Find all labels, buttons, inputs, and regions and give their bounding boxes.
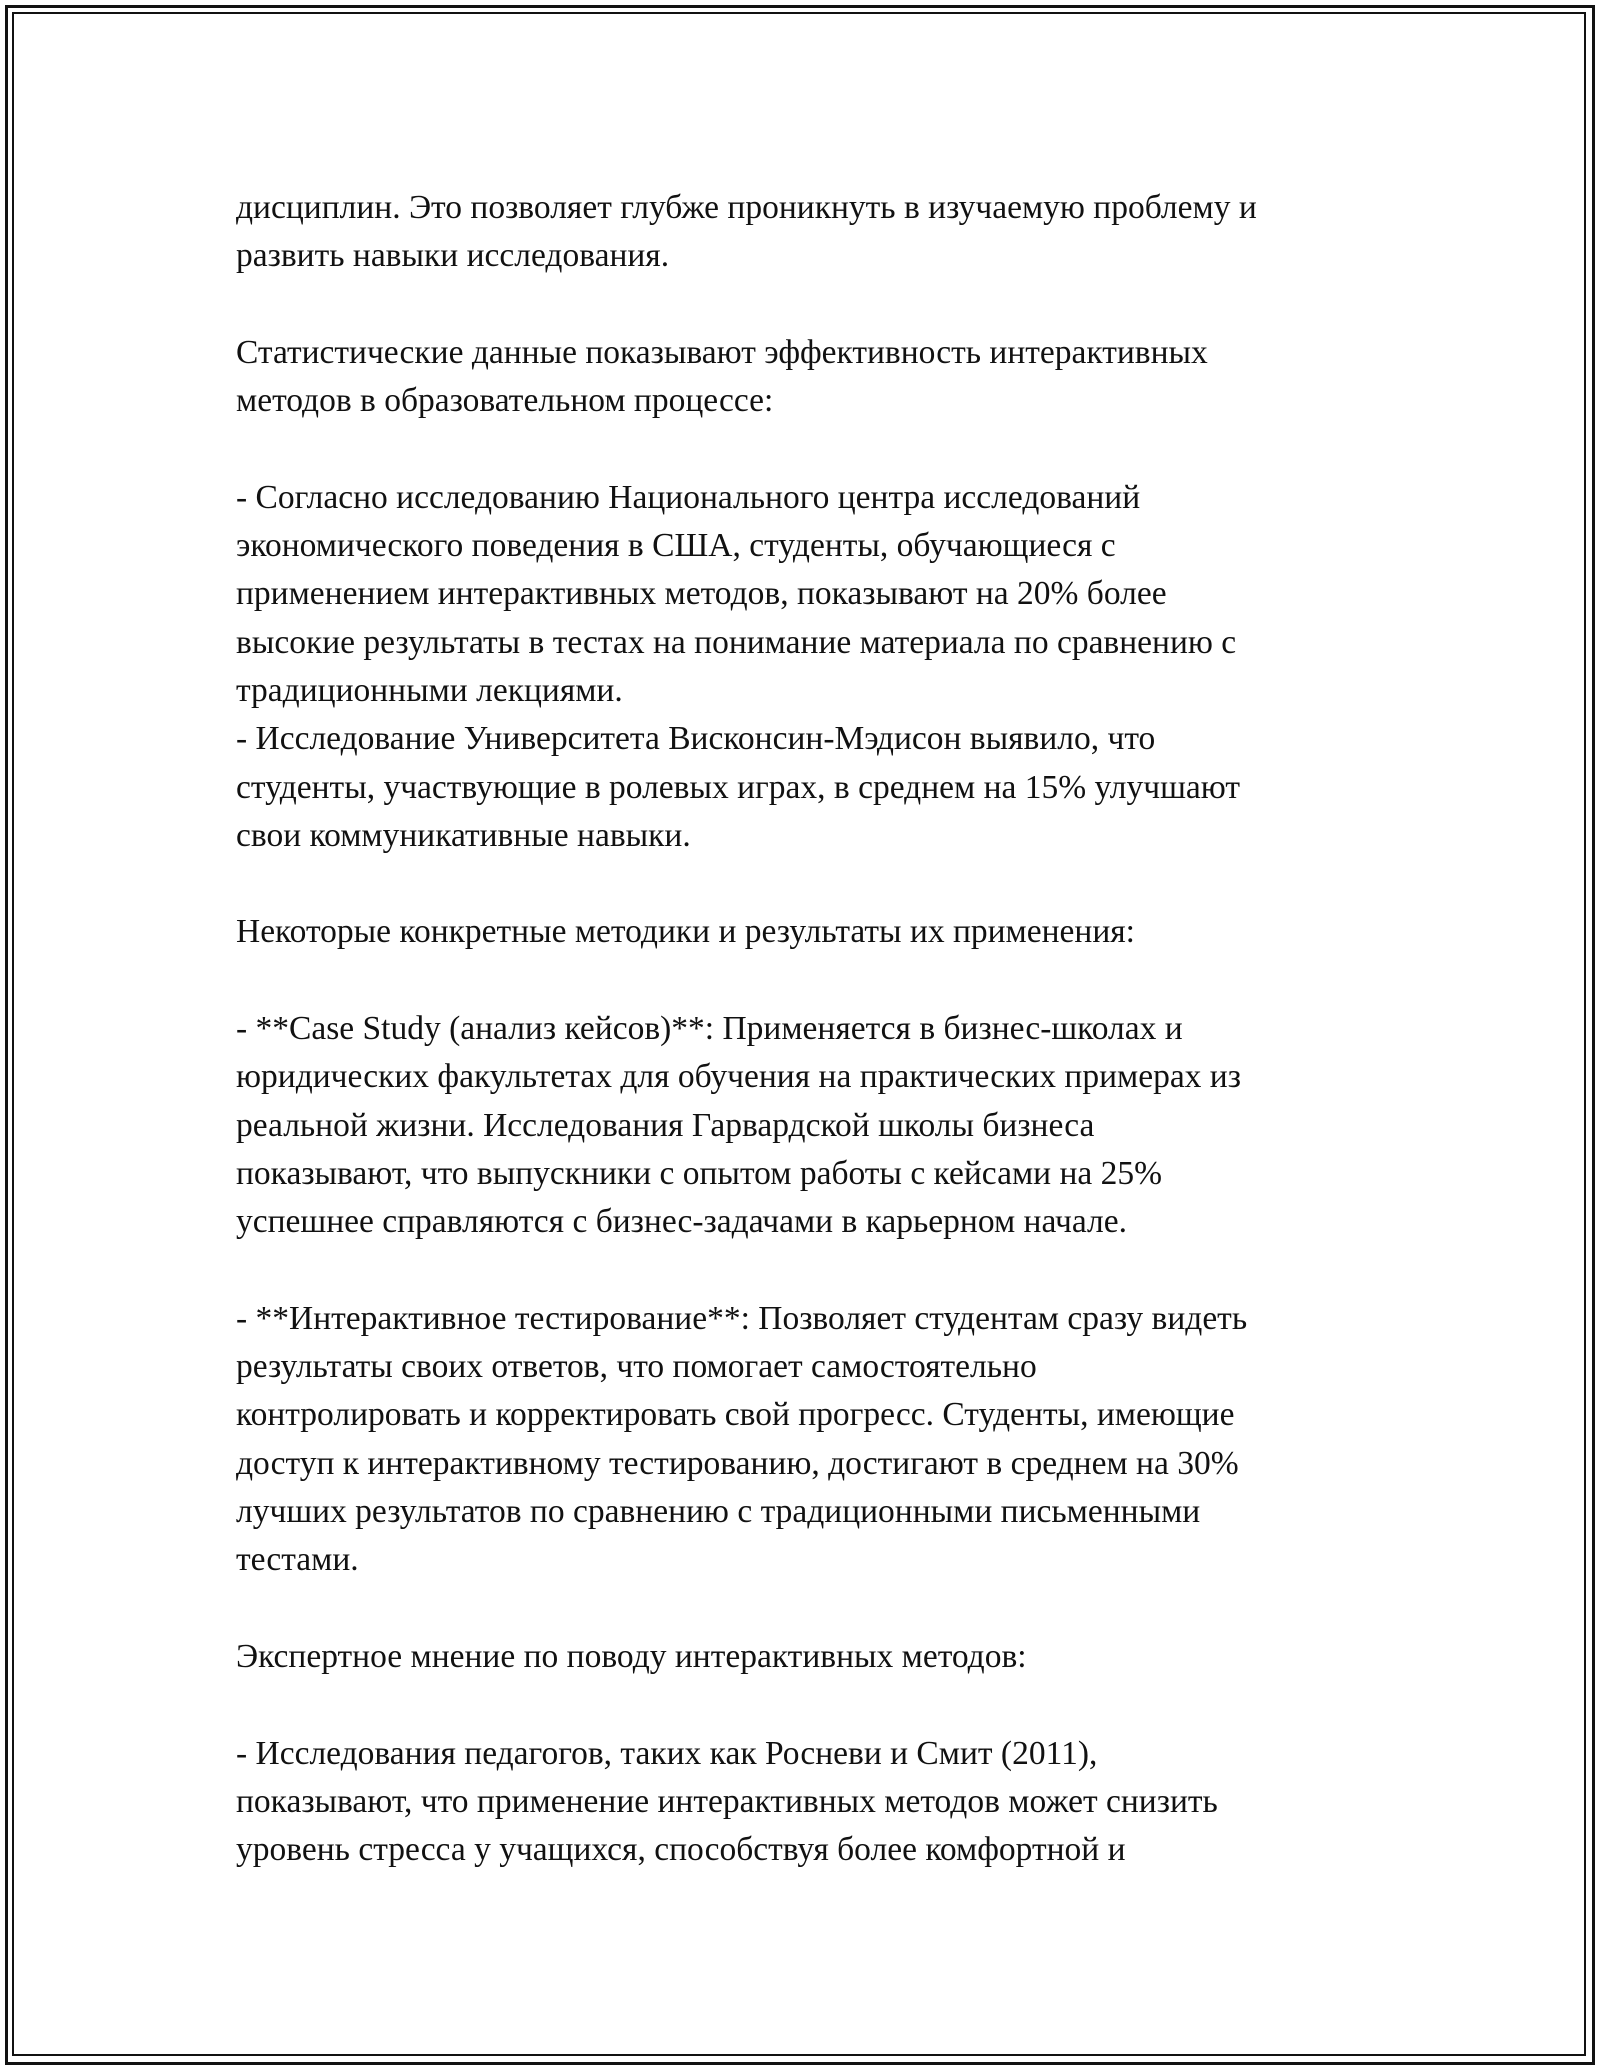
text-line: юридических факультетах для обучения на практических примерах из <box>236 1058 1241 1096</box>
blank-line <box>236 425 1386 473</box>
text-line: результаты своих ответов, что помогает самостоятельно <box>236 1348 1037 1386</box>
text-line: контролировать и корректировать свой прогресс. Студенты, имеющие <box>236 1396 1235 1434</box>
text-line: - Согласно исследованию Национального центра исследований <box>236 478 1141 516</box>
text-line: уровень стресса у учащихся, способствуя более комфортной и <box>236 1831 1126 1869</box>
text-line: развить навыки исследования. <box>236 237 670 275</box>
blank-line <box>236 957 1386 1005</box>
text-line: методов в образовательном процессе: <box>236 382 774 420</box>
blank-line <box>236 281 1386 329</box>
text-line: показывают, что выпускники с опытом работы с кейсами на 25% <box>236 1154 1163 1192</box>
text-line: Экспертное мнение по поводу интерактивных методов: <box>236 1637 1027 1675</box>
text-line: реальной жизни. Исследования Гарвардской школы бизнеса <box>236 1106 1095 1144</box>
text-line: дисциплин. Это позволяет глубже проникнуть в изучаемую проблему и <box>236 189 1257 226</box>
text-line: - **Интерактивное тестирование**: Позволяет студентам сразу видеть <box>236 1299 1248 1337</box>
text-line: лучших результатов по сравнению с традиционными письменными <box>236 1493 1201 1531</box>
blank-line <box>236 1585 1386 1633</box>
text-line: Статистические данные показывают эффективность интерактивных <box>236 333 1208 371</box>
blank-line <box>236 1247 1386 1295</box>
text-line: успешнее справляются с бизнес-задачами в карьерном начале. <box>236 1203 1127 1241</box>
text-line: - Исследования педагогов, таких как Росневи и Смит (2011), <box>236 1734 1098 1772</box>
text-line: Некоторые конкретные методики и результаты их применения: <box>236 913 1135 951</box>
text-line: показывают, что применение интерактивных методов может снизить <box>236 1782 1218 1820</box>
text-line: высокие результаты в тестах на понимание материала по сравнению с <box>236 623 1237 661</box>
blank-line <box>236 860 1386 908</box>
text-line: доступ к интерактивному тестированию, достигают в среднем на 30% <box>236 1444 1239 1482</box>
document-body <box>236 184 1386 1874</box>
blank-line <box>236 1681 1386 1729</box>
text-line: свои коммуникативные навыки. <box>236 816 691 854</box>
text-line: - **Case Study (анализ кейсов)**: Применяется в бизнес-школах и <box>236 1010 1183 1048</box>
text-line: традиционными лекциями. <box>236 671 623 709</box>
text-line: тестами. <box>236 1541 359 1579</box>
text-line: - Исследование Университета Висконсин-Мэдисон выявило, что <box>236 720 1156 758</box>
text-line: экономического поведения в США, студенты, обучающиеся с <box>236 527 1116 565</box>
text-line: студенты, участвующие в ролевых играх, в среднем на 15% улучшают <box>236 768 1241 806</box>
text-line: применением интерактивных методов, показывают на 20% более <box>236 575 1167 613</box>
